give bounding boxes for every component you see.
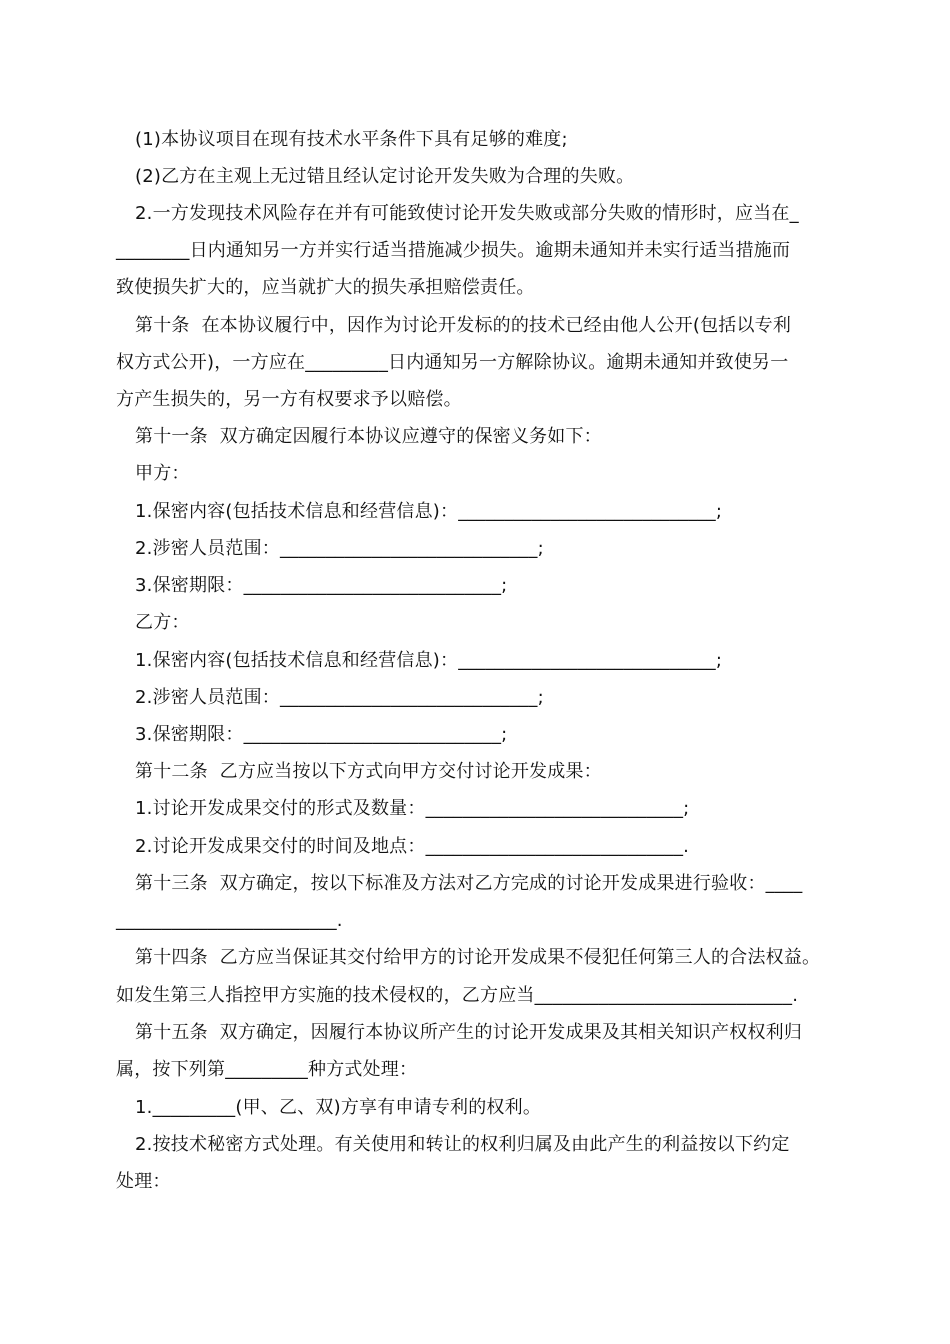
- text-line: 1.保密内容(包括技术信息和经营信息)：____________________________;: [135, 650, 723, 671]
- party-a-heading: 甲方：: [135, 463, 190, 484]
- article-13: 第十三条 双方确定，按以下标准及方法对乙方完成的讨论开发成果进行验收：____: [135, 873, 803, 894]
- text-line: 致使损失扩大的，应当就扩大的损失承担赔偿责任。: [116, 277, 535, 298]
- text-line: ________日内通知另一方并实行适当措施减少损失。逾期未通知并未实行适当措施而: [116, 240, 791, 261]
- text-line: 2.按技术秘密方式处理。有关使用和转让的权利归属及由此产生的利益按以下约定: [135, 1134, 790, 1155]
- article-12: 第十二条 乙方应当按以下方式向甲方交付讨论开发成果：: [135, 761, 602, 782]
- article-15: 第十五条 双方确定，因履行本协议所产生的讨论开发成果及其相关知识产权权利归: [135, 1022, 803, 1043]
- article-14: 第十四条 乙方应当保证其交付给甲方的讨论开发成果不侵犯任何第三人的合法权益。: [135, 947, 821, 968]
- text-line: 2.涉密人员范围：____________________________;: [135, 687, 544, 708]
- text-line: 1.保密内容(包括技术信息和经营信息)：____________________________;: [135, 501, 723, 522]
- text-line: 属，按下列第_________种方式处理：: [116, 1059, 418, 1080]
- text-line: 如发生第三人指控甲方实施的技术侵权的，乙方应当____________________________.: [116, 985, 799, 1006]
- article-10: 第十条 在本协议履行中，因作为讨论开发标的的技术已经由他人公开(包括以专利: [135, 315, 792, 336]
- text-line: ________________________.: [116, 910, 343, 931]
- text-line: 方产生损失的，另一方有权要求予以赔偿。: [116, 389, 462, 410]
- article-11: 第十一条 双方确定因履行本协议应遵守的保密义务如下：: [135, 426, 602, 447]
- text-line: 2.一方发现技术风险存在并有可能致使讨论开发失败或部分失败的情形时，应当在_: [135, 203, 799, 224]
- party-b-heading: 乙方：: [135, 612, 190, 633]
- text-line: 2.讨论开发成果交付的时间及地点：____________________________.: [135, 836, 690, 857]
- text-line: 1._________(甲、乙、双)方享有申请专利的权利。: [135, 1097, 542, 1118]
- text-line: 1.讨论开发成果交付的形式及数量：____________________________;: [135, 798, 690, 819]
- text-line: (2)乙方在主观上无过错且经认定讨论开发失败为合理的失败。: [135, 166, 635, 187]
- text-line: 3.保密期限：____________________________;: [135, 724, 508, 745]
- text-line: 2.涉密人员范围：____________________________;: [135, 538, 544, 559]
- text-line: 3.保密期限：____________________________;: [135, 575, 508, 596]
- text-line: (1)本协议项目在现有技术水平条件下具有足够的难度;: [135, 129, 568, 150]
- text-line: 权方式公开)，一方应在_________日内通知另一方解除协议。逾期未通知并致使另一: [116, 352, 789, 373]
- text-line: 处理：: [116, 1171, 171, 1192]
